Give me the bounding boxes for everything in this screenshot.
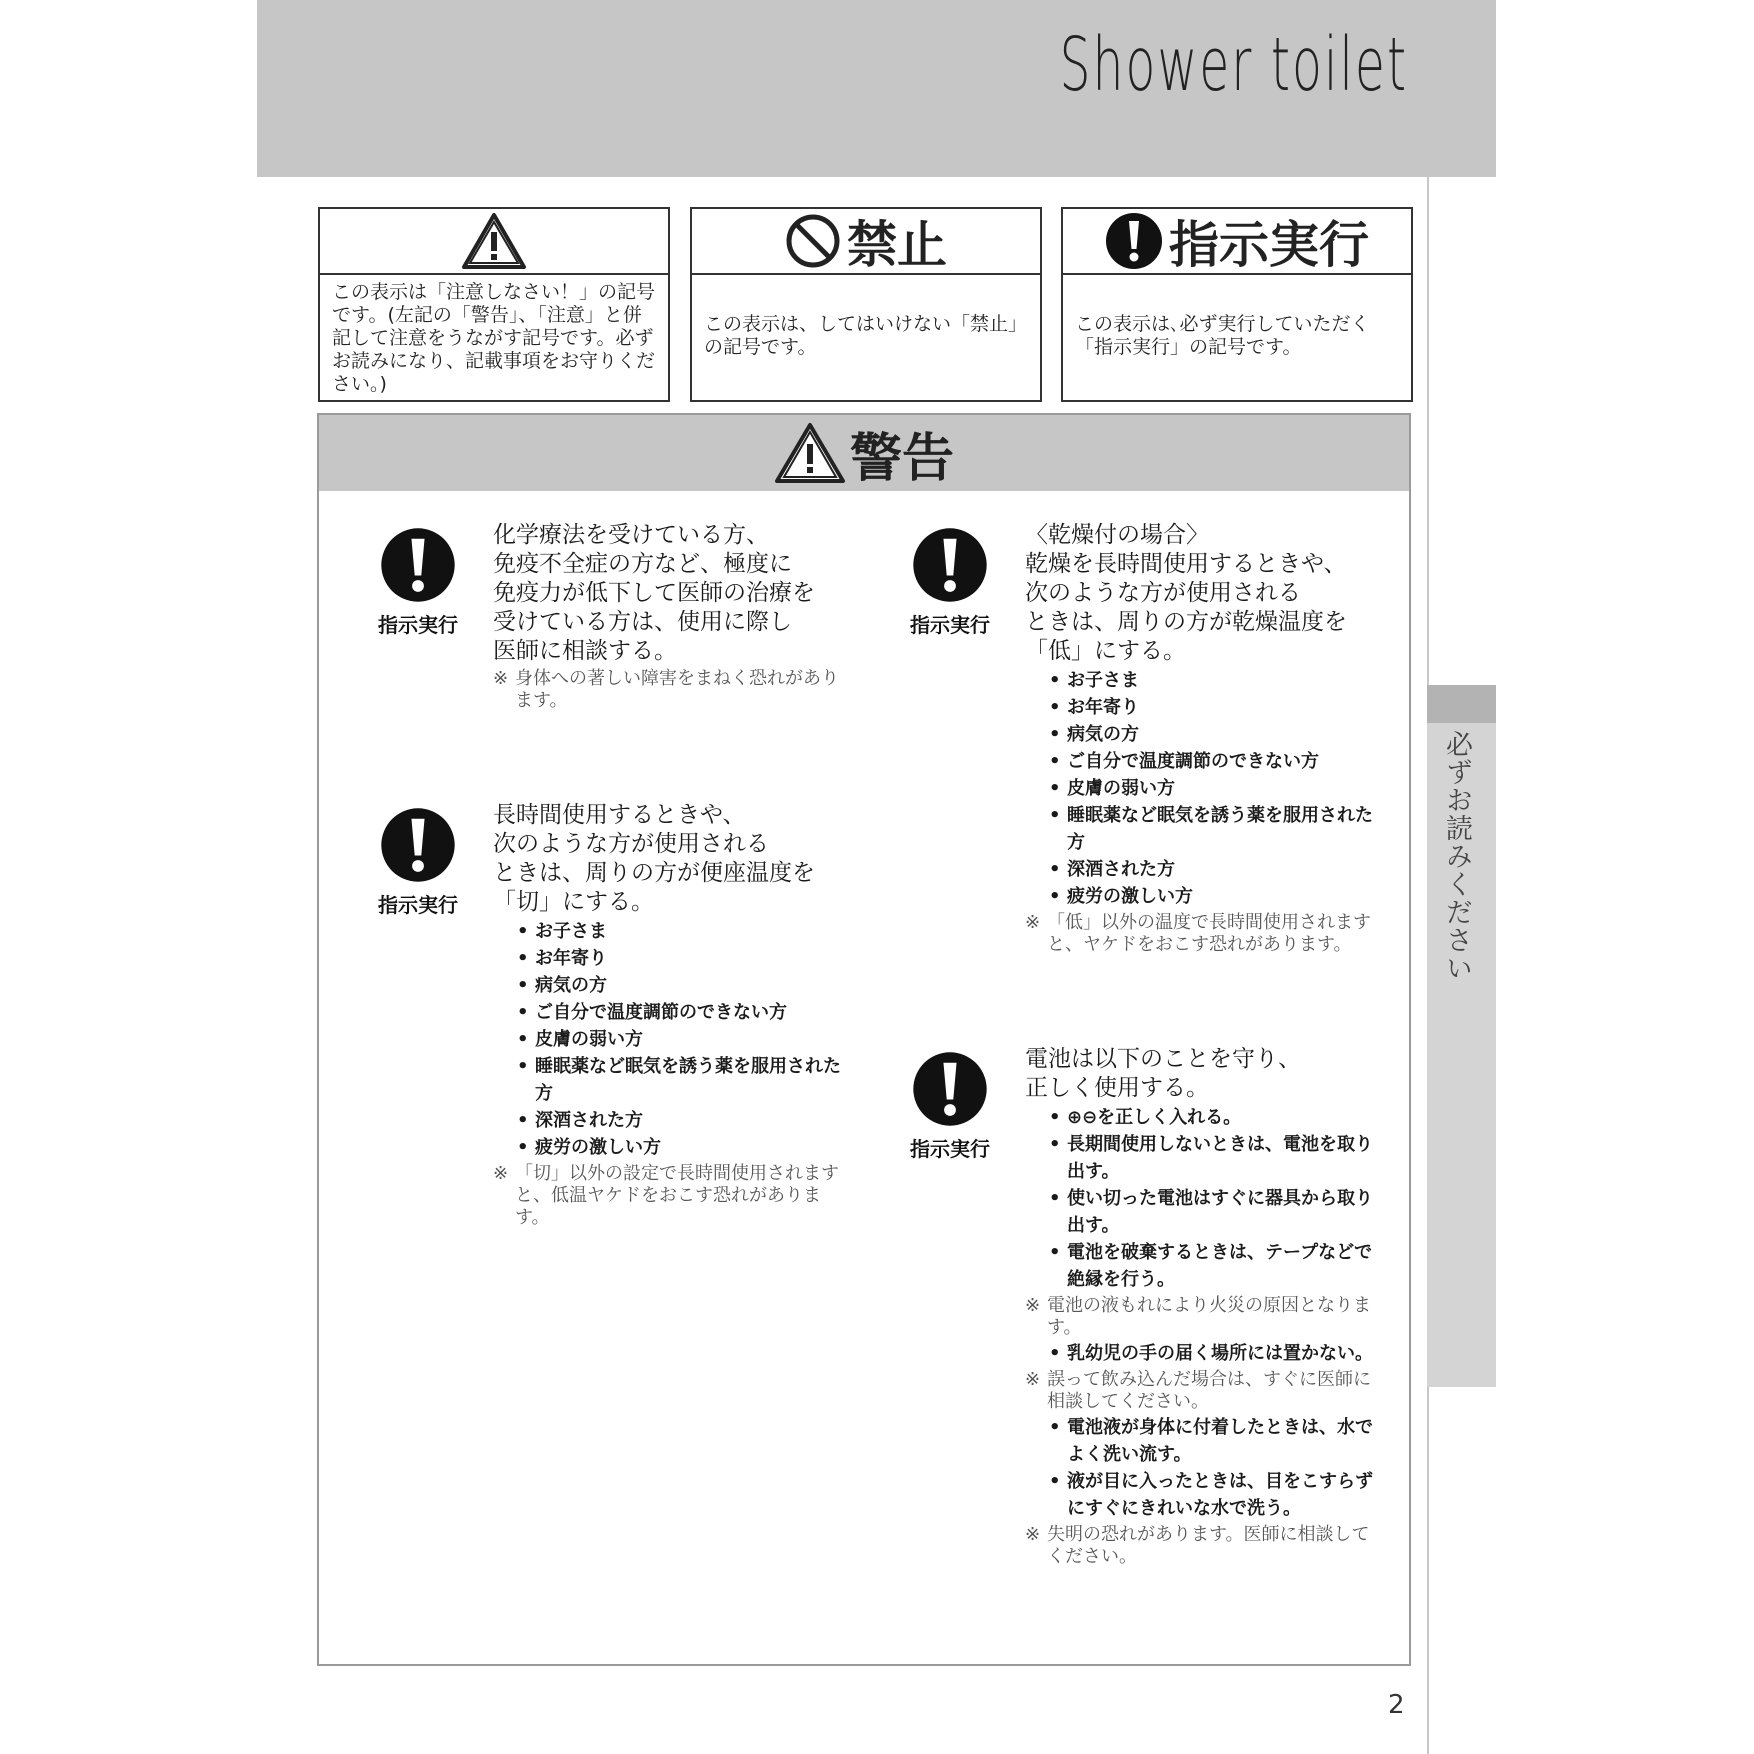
mandatory-badge xyxy=(905,1051,995,1162)
bullet-item: • 深酒された方 xyxy=(517,1107,853,1134)
note-text: ※ 身体への著しい障害をまねく恐れがあります。 xyxy=(493,668,853,712)
bullet-list xyxy=(1049,1340,1387,1367)
bullet-item: • 病気の方 xyxy=(1049,721,1387,748)
bullet-item: • お年寄り xyxy=(1049,694,1387,721)
bullet-item: • お子さま xyxy=(1049,667,1387,694)
warning-item-body xyxy=(493,801,853,1229)
bullet-list xyxy=(1049,1104,1387,1293)
warning-item-body xyxy=(493,521,853,712)
bullet-item: • 深酒された方 xyxy=(1049,856,1387,883)
legend-mandatory-header xyxy=(1063,209,1411,275)
legend-mandatory xyxy=(1061,207,1413,402)
bullet-item: • 睡眠薬など眠気を誘う薬を服用された方 xyxy=(1049,802,1387,856)
note-text: ※ 「切」以外の設定で長時間使用されますと、低温ヤケドをおこす恐れがあります。 xyxy=(493,1163,853,1229)
bullet-item: • 疲労の激しい方 xyxy=(1049,883,1387,910)
heading-line: 〈乾燥付の場合〉 xyxy=(1025,522,1209,548)
mandatory-badge-label: 指示実行 xyxy=(378,893,458,917)
bullet-list xyxy=(517,918,853,1161)
page-number: 2 xyxy=(1388,1690,1405,1720)
bullet-item: • 長期間使用しないときは、電池を取り出す。 xyxy=(1049,1131,1387,1185)
warning-title: 警告 xyxy=(849,428,954,489)
prohibition-icon xyxy=(785,213,841,269)
bullet-list xyxy=(1049,667,1387,910)
mandatory-badge-label: 指示実行 xyxy=(378,613,458,637)
legend-mandatory-text: この表示は､必ず実行していただく「指示実行」の記号です。 xyxy=(1075,313,1370,358)
exclamation-circle-icon xyxy=(912,527,988,603)
heading-line: 「切」にする。 xyxy=(493,889,654,915)
heading-line: 免疫不全症の方など、極度に xyxy=(493,551,792,577)
bullet-item: • お子さま xyxy=(517,918,853,945)
warning-item-body xyxy=(1025,521,1387,956)
bullet-item: • ご自分で温度調節のできない方 xyxy=(517,999,853,1026)
bullet-item: • 電池を破棄するときは、テープなどで絶縁を行う。 xyxy=(1049,1239,1387,1293)
caution-triangle-icon xyxy=(461,212,527,270)
exclamation-circle-icon xyxy=(912,1051,988,1127)
bullet-item: • 皮膚の弱い方 xyxy=(517,1026,853,1053)
legend-caution-text: この表示は「注意しなさい！」の記号です。(左記の「警告」、「注意」と併記して注意をうながす記号です。必ずお読みになり、記載事項をお守りください。) xyxy=(332,281,656,395)
legend-caution xyxy=(318,207,670,402)
bullet-item: • 液が目に入ったときは、目をこすらずにすぐにきれいな水で洗う。 xyxy=(1049,1468,1387,1522)
exclamation-circle-icon xyxy=(1105,212,1163,270)
heading-line: 乾燥を長時間使用するときや、 xyxy=(1025,551,1347,577)
warning-item-body xyxy=(1025,1045,1387,1568)
bullet-item: • 睡眠薬など眠気を誘う薬を服用された方 xyxy=(517,1053,853,1107)
bullet-item: • 電池液が身体に付着したときは、水でよく洗い流す。 xyxy=(1049,1414,1387,1468)
heading-line: 「低」にする。 xyxy=(1025,638,1186,664)
warning-panel xyxy=(317,413,1411,1666)
heading-line: 免疫力が低下して医師の治療を xyxy=(493,580,815,606)
mandatory-badge-label: 指示実行 xyxy=(910,1137,990,1161)
legend-caution-header xyxy=(320,209,668,275)
side-tab-label: 必ずお読みください xyxy=(1441,730,1472,982)
note-text: ※ 失明の恐れがあります。医師に相談してください。 xyxy=(1025,1524,1387,1568)
bullet-list xyxy=(1049,1414,1387,1522)
bullet-item: • 疲労の激しい方 xyxy=(517,1134,853,1161)
heading-line: 長時間使用するときや、 xyxy=(493,802,746,828)
mandatory-badge xyxy=(373,807,463,918)
legend-prohibited-text: この表示は、してはいけない「禁止」の記号です。 xyxy=(704,313,1028,358)
mandatory-badge-label: 指示実行 xyxy=(910,613,990,637)
exclamation-circle-icon xyxy=(380,527,456,603)
heading-line: 電池は以下のことを守り、 xyxy=(1025,1046,1301,1072)
heading-line: 次のような方が使用される xyxy=(493,831,769,857)
heading-line: 化学療法を受けている方、 xyxy=(493,522,769,548)
bullet-item: • 皮膚の弱い方 xyxy=(1049,775,1387,802)
note-text: ※ 電池の液もれにより火災の原因となります。 xyxy=(1025,1295,1387,1339)
legend-prohibited xyxy=(690,207,1042,402)
header-band xyxy=(257,0,1496,177)
warning-header xyxy=(319,415,1409,491)
brand-logo: Shower toilet xyxy=(1059,22,1408,108)
bullet-item: • 乳幼児の手の届く場所には置かない。 xyxy=(1049,1340,1387,1367)
exclamation-circle-icon xyxy=(380,807,456,883)
bullet-item: • 使い切った電池はすぐに器具から取り出す。 xyxy=(1049,1185,1387,1239)
side-tab xyxy=(1427,685,1496,1387)
bullet-item: • ⊕⊖を正しく入れる。 xyxy=(1049,1104,1387,1131)
heading-line: 正しく使用する。 xyxy=(1025,1075,1209,1101)
legend-mandatory-title: 指示実行 xyxy=(1169,216,1369,274)
bullet-item: • 病気の方 xyxy=(517,972,853,999)
warning-triangle-icon xyxy=(774,422,846,484)
legend-prohibited-title: 禁止 xyxy=(847,216,947,274)
side-tab-marker xyxy=(1427,685,1496,723)
note-text: ※ 誤って飲み込んだ場合は、すぐに医師に相談してください。 xyxy=(1025,1369,1387,1413)
heading-line: 医師に相談する。 xyxy=(493,638,677,664)
mandatory-badge xyxy=(373,527,463,638)
bullet-item: • ご自分で温度調節のできない方 xyxy=(1049,748,1387,775)
heading-line: 次のような方が使用される xyxy=(1025,580,1301,606)
legend-prohibited-header xyxy=(692,209,1040,275)
heading-line: 受けている方は、使用に際し xyxy=(493,609,792,635)
heading-line: ときは、周りの方が便座温度を xyxy=(493,860,815,886)
heading-line: ときは、周りの方が乾燥温度を xyxy=(1025,609,1347,635)
note-text: ※ 「低」以外の温度で長時間使用されますと、ヤケドをおこす恐れがあります。 xyxy=(1025,912,1387,956)
bullet-item: • お年寄り xyxy=(517,945,853,972)
mandatory-badge xyxy=(905,527,995,638)
